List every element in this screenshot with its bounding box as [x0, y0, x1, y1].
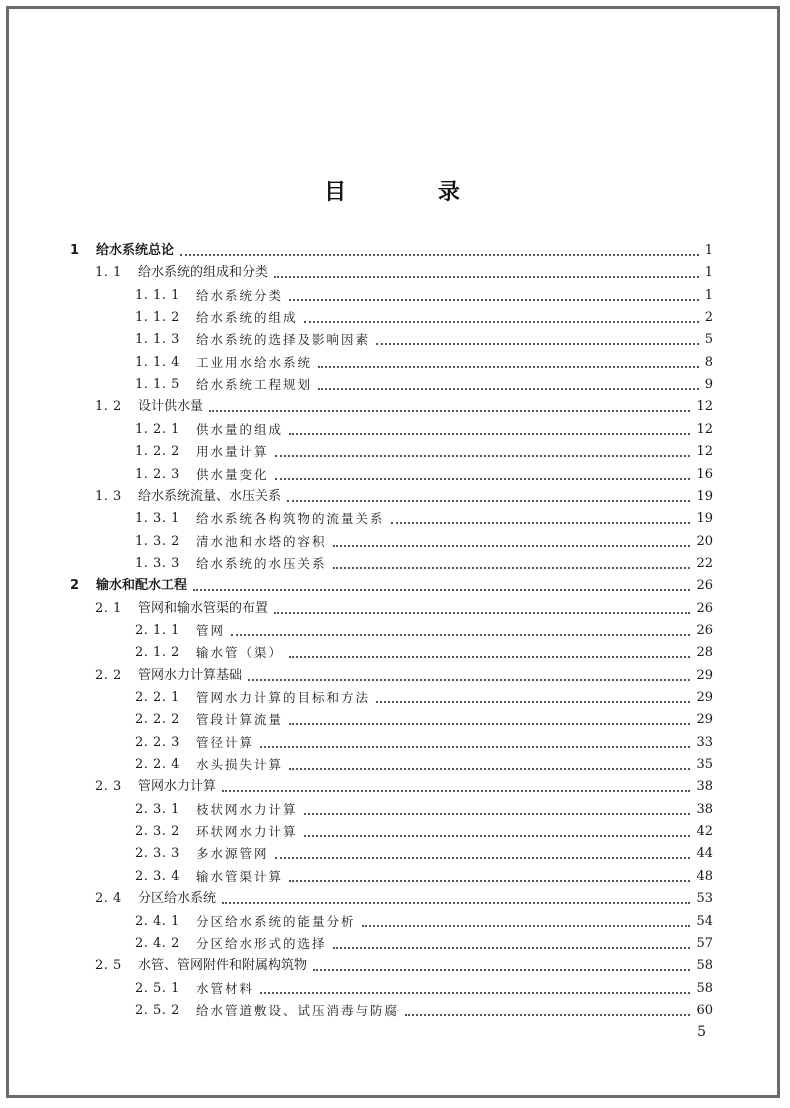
toc-entry	[0, 799, 790, 821]
toc-entry-title: 分区给水形式的选择	[196, 935, 327, 951]
toc-entry-page: 12	[696, 444, 713, 460]
toc-entry-number: 1. 3. 1	[135, 511, 180, 527]
toc-entry-title: 管径计算	[196, 734, 255, 750]
toc-entry	[0, 1000, 790, 1022]
toc-entry-page: 48	[696, 868, 713, 884]
leader-dots	[222, 790, 690, 792]
toc-entry	[0, 754, 790, 776]
toc-entry-page: 53	[696, 891, 713, 907]
toc-entry	[0, 441, 790, 463]
leader-dots	[289, 656, 690, 658]
toc-entry-number: 1. 2. 1	[135, 421, 180, 437]
toc-entry-page: 19	[696, 488, 713, 504]
toc-entry-title: 用水量计算	[196, 444, 269, 460]
leader-dots	[275, 857, 690, 859]
leader-dots	[231, 634, 690, 636]
toc-entry-page: 38	[696, 801, 713, 817]
toc-entry-page: 16	[696, 466, 713, 482]
toc-entry-number: 2. 2. 4	[135, 757, 180, 773]
leader-dots	[376, 701, 690, 703]
toc-entry	[0, 531, 790, 553]
toc-entry-title: 输水管（渠）	[196, 645, 284, 661]
toc-entry-page: 28	[696, 645, 713, 661]
toc-entry-title: 管网水力计算	[138, 779, 217, 795]
leader-dots	[248, 679, 690, 681]
toc-entry-title: 水头损失计算	[196, 757, 284, 773]
toc-entry	[0, 419, 790, 441]
toc-entry-number: 2. 2. 1	[135, 690, 180, 705]
toc-entry	[0, 732, 790, 754]
toc-entry-number: 1. 1. 2	[135, 310, 180, 326]
toc-entry-number: 2. 1	[95, 600, 122, 616]
toc-entry-number: 2. 3. 2	[135, 824, 180, 840]
toc-entry	[0, 396, 790, 418]
leader-dots	[260, 992, 690, 994]
leader-dots	[275, 478, 690, 480]
toc-entry-page: 2	[704, 310, 713, 326]
toc-entry	[0, 955, 790, 977]
toc-entry-number: 2. 2. 2	[135, 712, 180, 728]
toc-entry-number: 1. 1. 3	[135, 332, 180, 348]
leader-dots	[362, 925, 690, 927]
toc-entry-number: 1. 1. 4	[135, 354, 180, 370]
toc-entry-title: 给水系统流量、水压关系	[138, 488, 282, 504]
toc-entry-page: 22	[696, 555, 713, 571]
leader-dots	[180, 254, 699, 256]
toc-entry-number: 1. 3	[95, 488, 122, 504]
toc-entry	[0, 978, 790, 1000]
toc-entry-page: 58	[696, 958, 713, 974]
toc-entry-number: 1. 3. 3	[135, 555, 180, 571]
toc-entry-page: 29	[696, 667, 713, 683]
toc-entry-title: 管网和输水管渠的布置	[138, 600, 269, 616]
leader-dots	[333, 567, 690, 569]
toc-entry	[0, 687, 790, 709]
toc-entry-title: 设计供水量	[138, 399, 204, 415]
leader-dots	[333, 947, 690, 949]
toc-entry-page: 26	[696, 600, 713, 616]
toc-entry-number: 2. 3. 3	[135, 846, 180, 862]
toc-entry-title: 给水管道敷设、试压消毒与防腐	[196, 1002, 400, 1018]
toc-entry	[0, 285, 790, 307]
toc-entry	[0, 776, 790, 798]
toc-entry-number: 2. 4	[95, 891, 122, 907]
toc-entry-page: 33	[696, 734, 713, 750]
toc-entry	[0, 709, 790, 731]
toc-entry-page: 38	[696, 779, 713, 795]
toc-entry-number: 1. 2	[95, 399, 122, 415]
toc-entry-title: 给水系统的组成	[196, 310, 298, 326]
toc-entry	[0, 240, 790, 262]
toc-entry-page: 1	[704, 265, 713, 281]
toc-entry-page: 12	[696, 421, 713, 437]
leader-dots	[289, 299, 699, 301]
toc-entry-page: 1	[704, 243, 713, 258]
toc-entry-page: 26	[696, 622, 713, 638]
toc-entry	[0, 553, 790, 575]
toc-entry	[0, 642, 790, 664]
toc-entry-number: 1. 1	[95, 265, 122, 281]
toc-entry-title: 枝状网水力计算	[196, 801, 298, 817]
toc-entry-number: 2. 1. 2	[135, 645, 180, 661]
leader-dots	[376, 343, 699, 345]
leader-dots	[274, 276, 699, 278]
toc-entry-title: 水管材料	[196, 980, 255, 996]
leader-dots	[222, 902, 690, 904]
toc-entry-number: 2. 5	[95, 958, 122, 974]
toc-entry	[0, 888, 790, 910]
leader-dots	[304, 321, 699, 323]
toc-entry-page: 58	[696, 980, 713, 996]
toc-entry-title: 供水量变化	[196, 466, 269, 482]
toc-entry-title: 工业用水给水系统	[196, 354, 313, 370]
toc-entry-number: 2. 5. 1	[135, 980, 180, 996]
toc-entry-number: 2. 5. 2	[135, 1002, 180, 1018]
toc-entry-page: 19	[696, 511, 713, 527]
toc-entry	[0, 307, 790, 329]
toc-entry-page: 20	[696, 533, 713, 549]
toc-entry-page: 60	[696, 1002, 713, 1018]
toc-entry	[0, 575, 790, 597]
leader-dots	[318, 388, 699, 390]
toc-entry-title: 输水和配水工程	[96, 578, 188, 594]
toc-entry-page: 57	[696, 935, 713, 951]
toc-entry-number: 2. 1. 1	[135, 622, 180, 638]
toc-entry-number: 2. 2	[95, 667, 122, 683]
toc-entry-number: 2	[70, 578, 80, 594]
toc-entry-number: 1. 3. 2	[135, 533, 180, 549]
leader-dots	[289, 880, 690, 882]
toc-entry-page: 12	[696, 399, 713, 415]
toc-entry-number: 1. 1. 1	[135, 287, 180, 303]
page-number: 5	[697, 1024, 706, 1040]
leader-dots	[333, 545, 690, 547]
leader-dots	[289, 433, 690, 435]
leader-dots	[193, 589, 690, 591]
toc-entry	[0, 843, 790, 865]
toc-entry-number: 1. 1. 5	[135, 377, 180, 393]
toc-entry-title: 给水系统的水压关系	[196, 555, 327, 571]
toc-entry	[0, 329, 790, 351]
toc-entry	[0, 821, 790, 843]
toc-entry-number: 2. 2. 3	[135, 734, 180, 750]
toc-entry	[0, 352, 790, 374]
toc-entry-title: 给水系统总论	[96, 243, 175, 258]
leader-dots	[304, 835, 690, 837]
toc-entry-number: 2. 4. 2	[135, 935, 180, 951]
toc-entry-page: 29	[696, 712, 713, 728]
toc-entry-title: 输水管渠计算	[196, 868, 284, 884]
toc-entry	[0, 665, 790, 687]
toc-entry	[0, 486, 790, 508]
toc-entry-page: 9	[704, 377, 713, 393]
toc-entry-title: 清水池和水塔的容积	[196, 533, 327, 549]
page-title: 目 录	[324, 180, 502, 205]
toc-entry	[0, 620, 790, 642]
leader-dots	[391, 522, 690, 524]
toc-entry	[0, 262, 790, 284]
toc-entry	[0, 464, 790, 486]
toc-entry	[0, 933, 790, 955]
toc-entry	[0, 374, 790, 396]
leader-dots	[275, 455, 690, 457]
toc-entry-title: 水管、管网附件和附属构筑物	[138, 958, 308, 974]
leader-dots	[287, 500, 690, 502]
toc-entry-page: 26	[696, 578, 713, 594]
toc-entry-page: 29	[696, 690, 713, 705]
leader-dots	[209, 410, 690, 412]
toc-entry-number: 1. 2. 2	[135, 444, 180, 460]
toc-entry-page: 42	[696, 824, 713, 840]
leader-dots	[289, 768, 690, 770]
toc-entry-title: 给水系统的选择及影响因素	[196, 332, 371, 348]
toc-entry-title: 管网	[196, 622, 226, 638]
leader-dots	[313, 969, 690, 971]
toc-entry	[0, 598, 790, 620]
toc-entry-title: 给水系统各构筑物的流量关系	[196, 511, 385, 527]
toc-entry-page: 1	[704, 287, 713, 303]
toc-entry-number: 1	[70, 243, 80, 258]
leader-dots	[289, 723, 690, 725]
toc-entry-number: 2. 4. 1	[135, 913, 180, 929]
toc-entry-number: 1. 2. 3	[135, 466, 180, 482]
toc-entry-title: 管网水力计算的目标和方法	[196, 690, 371, 705]
toc-entry-title: 给水系统分类	[196, 287, 284, 303]
toc-entry-page: 35	[696, 757, 713, 773]
leader-dots	[260, 746, 690, 748]
toc-entry-title: 管网水力计算基础	[138, 667, 243, 683]
toc-entry-title: 给水系统的组成和分类	[138, 265, 269, 281]
toc-entry-title: 分区给水系统	[138, 891, 217, 907]
toc-entry-title: 环状网水力计算	[196, 824, 298, 840]
toc-entry-number: 2. 3. 4	[135, 868, 180, 884]
toc-entry-title: 供水量的组成	[196, 421, 284, 437]
leader-dots	[405, 1014, 690, 1016]
toc-entry-page: 44	[696, 846, 713, 862]
toc-entry-title: 给水系统工程规划	[196, 377, 313, 393]
toc-entry-page: 8	[704, 354, 713, 370]
toc-entry-page: 54	[696, 913, 713, 929]
toc-entry-title: 多水源管网	[196, 846, 269, 862]
toc-entry-page: 5	[704, 332, 713, 348]
toc-entry-number: 2. 3	[95, 779, 122, 795]
toc-entry	[0, 866, 790, 888]
leader-dots	[318, 366, 699, 368]
toc-entry-number: 2. 3. 1	[135, 801, 180, 817]
toc-entry	[0, 911, 790, 933]
leader-dots	[274, 612, 690, 614]
leader-dots	[304, 813, 690, 815]
toc-entry-title: 管段计算流量	[196, 712, 284, 728]
toc-entry-title: 分区给水系统的能量分析	[196, 913, 356, 929]
toc-entry	[0, 508, 790, 530]
